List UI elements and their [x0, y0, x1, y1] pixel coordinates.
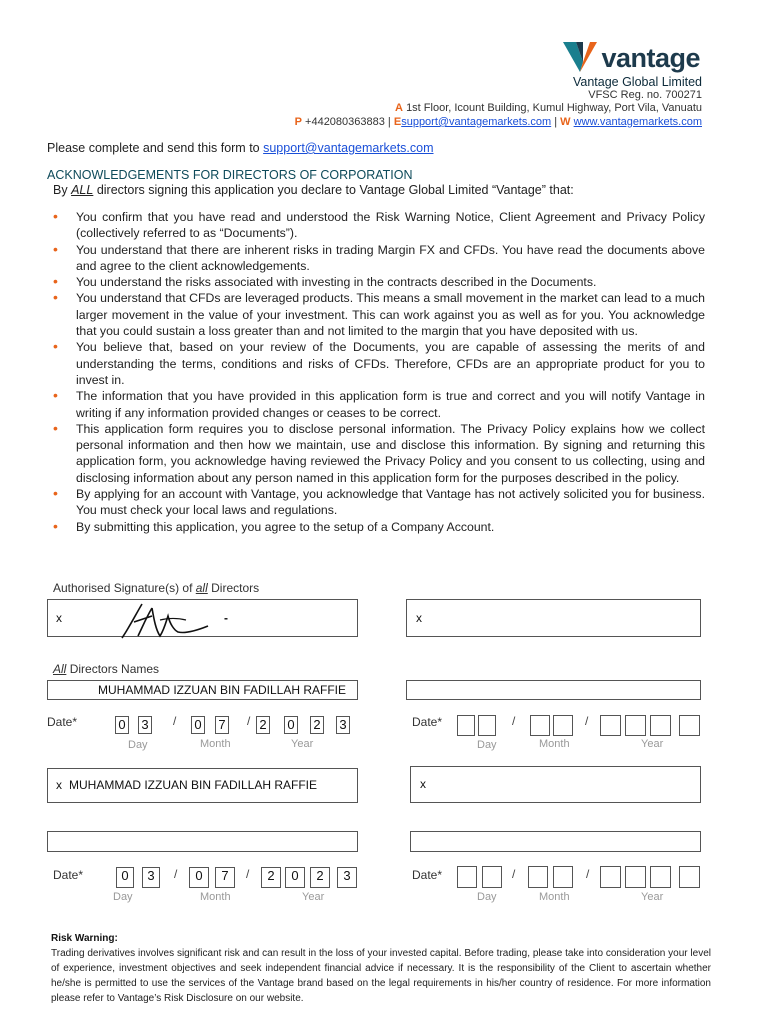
signature-x-mark: x	[56, 611, 62, 625]
signature-field-director-1[interactable]	[47, 599, 358, 637]
website-link[interactable]: www.vantagemarkets.com	[573, 116, 702, 128]
date-month-digit[interactable]	[553, 715, 573, 736]
list-item	[53, 388, 705, 421]
date-month-digit[interactable]	[528, 866, 548, 888]
list-item-text: The information that you have provided in this application form is true and correct and you will notify Vantage in writing if any information provided changes or ceases to be correct.	[76, 389, 705, 420]
date-year-digit[interactable]: 2	[261, 867, 281, 888]
date-year-digit[interactable]: 2	[310, 867, 330, 888]
date-day-digit[interactable]	[482, 866, 502, 888]
date-year-digit[interactable]	[650, 715, 671, 736]
date-separator: /	[586, 867, 590, 881]
web-label: W	[560, 116, 571, 128]
date-label: Date*	[53, 868, 84, 882]
list-item-text: You understand that there are inherent risks in trading Margin FX and CFDs. You have read the documents above and agree to the client acknowledgements.	[76, 242, 705, 273]
date-year-digit[interactable]	[625, 715, 646, 736]
email-link[interactable]: support@vantagemarkets.com	[401, 116, 552, 128]
date-day-caption: Day	[477, 739, 497, 751]
date-separator: /	[173, 714, 177, 728]
date-year-digit[interactable]: 2	[256, 716, 270, 734]
vantage-logo	[563, 42, 700, 74]
date-year-digit[interactable]: 0	[284, 716, 298, 734]
date-month-caption: Month	[200, 738, 231, 750]
bullet-icon: •	[53, 273, 58, 290]
date-day-digit[interactable]: 3	[138, 716, 152, 734]
date-day-digit[interactable]	[478, 715, 496, 736]
date-label: Date*	[412, 715, 443, 729]
list-item-text: You understand the risks associated with investing in the contracts described in the Documents.	[76, 275, 597, 290]
declaration-prefix: By	[53, 183, 68, 197]
date-year-digit[interactable]	[679, 866, 700, 888]
declaration-emphasis: ALL	[71, 183, 94, 197]
email-label: E	[393, 116, 402, 128]
bullet-icon: •	[53, 338, 58, 355]
director-name-value: MUHAMMAD IZZUAN BIN FADILLAH RAFFIE	[69, 778, 318, 792]
list-item	[53, 209, 705, 242]
signature-label-prefix: Authorised Signature(s) of	[53, 581, 193, 595]
risk-warning-text: Trading derivatives involves significant risk and can result in the loss of your invested capital. Before trading, please take into consideration your level of experience, investment objectives and seek independent financial advice if necessary. It is the responsibility of the Client to ascertain whether he/she is permitted to use the services of the Vantage brand based on the legal requirements in his/her country of residence. For more information please refer to Vantage’s Risk Disclosure on our website.	[51, 948, 711, 1004]
bullet-icon: •	[53, 419, 58, 436]
date-month-digit[interactable]: 7	[215, 716, 229, 734]
date-separator: /	[174, 867, 178, 881]
address-label: A	[395, 102, 403, 114]
date-label: Date*	[412, 868, 443, 882]
bullet-icon: •	[53, 289, 58, 306]
list-item	[53, 274, 705, 290]
date-day-digit[interactable]: 0	[115, 716, 129, 734]
list-item	[53, 421, 705, 486]
signature-x-mark: x	[420, 777, 426, 791]
list-item	[53, 486, 705, 519]
bullet-icon: •	[53, 387, 58, 404]
date-day-caption: Day	[477, 891, 497, 903]
names-label-suffix: Directors Names	[69, 662, 160, 676]
names-label	[53, 662, 159, 676]
company-address	[395, 102, 702, 114]
signature-x-mark: x	[416, 611, 422, 625]
signature-label-suffix: Directors	[211, 581, 260, 595]
director-name-field-1[interactable]	[47, 680, 358, 700]
intro-email-link[interactable]: support@vantagemarkets.com	[263, 141, 434, 155]
date-month-caption: Month	[539, 738, 570, 750]
intro-line	[47, 141, 434, 155]
date-year-digit[interactable]	[600, 866, 621, 888]
contact-line: P +442080363883 | Esupport@vantagemarkets.com | W www.vantagemarkets.com	[294, 116, 702, 128]
date-year-caption: Year	[641, 738, 664, 750]
date-day-digit[interactable]: 3	[142, 867, 160, 888]
signature-trailing-mark: -	[224, 611, 228, 625]
signature-field-director-2[interactable]	[406, 599, 701, 637]
names-label-emphasis: All	[53, 662, 67, 676]
handwritten-signature-icon	[116, 600, 226, 644]
signature-label-emphasis: all	[195, 581, 208, 595]
director-name-value: MUHAMMAD IZZUAN BIN FADILLAH RAFFIE	[98, 683, 347, 697]
list-item-text: By applying for an account with Vantage, you acknowledge that Vantage has not actively solicited you for business. You must check your local laws and regulations.	[76, 487, 705, 518]
date-month-caption: Month	[539, 891, 570, 903]
registration-number: VFSC Reg. no. 700271	[588, 89, 702, 101]
date-year-digit[interactable]: 0	[285, 867, 305, 888]
list-item	[53, 242, 705, 275]
list-item-text: You understand that CFDs are leveraged products. This means a small movement in the market can lead to a much larger movement in the value of your investment. This can work against you as well as for you. You acknowledge that you could sustain a loss greater than and not limited to the margin that you have deposited with us.	[76, 291, 705, 339]
date-year-digit[interactable]: 3	[337, 867, 357, 888]
signature-x-mark: x	[56, 778, 62, 792]
vantage-logo-mark-icon	[563, 42, 597, 74]
date-year-digit[interactable]	[679, 715, 700, 736]
date-year-caption: Year	[291, 738, 314, 750]
brand-name: vantage	[601, 42, 700, 73]
date-year-digit[interactable]: 2	[310, 716, 324, 734]
director-name-field-4[interactable]	[410, 831, 701, 852]
company-name: Vantage Global Limited	[572, 75, 702, 89]
date-month-digit[interactable]	[553, 866, 573, 888]
phone-number: +442080363883	[305, 116, 385, 128]
phone-label: P	[294, 116, 302, 128]
date-year-digit[interactable]	[625, 866, 646, 888]
declaration-suffix: directors signing this application you declare to Vantage Global Limited “Vantage” that:	[96, 183, 574, 197]
date-year-caption: Year	[641, 891, 664, 903]
date-day-digit[interactable]: 0	[116, 867, 134, 888]
signature-field-director-4[interactable]	[410, 766, 701, 803]
address-text: 1st Floor, Icount Building, Kumul Highway, Port Vila, Vanuatu	[406, 102, 702, 114]
date-separator: /	[585, 714, 589, 728]
acknowledgement-list	[53, 209, 705, 535]
date-day-digit[interactable]	[457, 715, 475, 736]
list-item-text: By submitting this application, you agree to the setup of a Company Account.	[76, 519, 495, 534]
date-month-digit[interactable]: 0	[189, 867, 209, 888]
date-year-digit[interactable]	[650, 866, 671, 888]
date-label: Date*	[47, 715, 78, 729]
bullet-icon: •	[53, 208, 58, 224]
date-day-digit[interactable]	[457, 866, 477, 888]
date-month-caption: Month	[200, 891, 231, 903]
bullet-icon: •	[53, 485, 58, 502]
date-year-caption: Year	[302, 891, 325, 903]
director-name-field-3[interactable]	[47, 831, 358, 852]
date-year-digit[interactable]	[600, 715, 621, 736]
date-day-caption: Day	[128, 739, 148, 751]
date-day-caption: Day	[113, 891, 133, 903]
signature-label	[53, 581, 259, 595]
date-separator: /	[512, 867, 516, 881]
signature-field-director-3[interactable]	[47, 768, 358, 803]
list-item	[53, 519, 705, 535]
list-item-text: You confirm that you have read and understood the Risk Warning Notice, Client Agreement and Privacy Policy (collectively referred to as “Documents”).	[76, 210, 705, 241]
director-name-field-2[interactable]	[406, 680, 701, 700]
list-item-text: This application form requires you to disclose personal information. The Privacy Policy explains how we collect personal information and then how we maintain, use and disclose this information. By signing and returning this application form, you acknowledge having reviewed the Privacy Policy and you consent to us collecting, using and disclosing information about any person named in this application form for the purposes described in the policy.	[76, 421, 705, 485]
list-item-text: You believe that, based on your review of the Documents, you are capable of assessing the merits of and understanding the terms, conditions and risks of CFDs. Therefore, CFDs are an appropriate product for you to invest in.	[76, 340, 705, 387]
date-separator: /	[247, 714, 251, 728]
bullet-icon: •	[53, 517, 58, 534]
date-month-digit[interactable]	[530, 715, 550, 736]
list-item	[53, 290, 705, 339]
declaration-line	[53, 183, 574, 197]
date-separator: /	[246, 867, 250, 881]
date-separator: /	[512, 714, 516, 728]
date-month-digit[interactable]: 7	[215, 867, 235, 888]
intro-text: Please complete and send this form to	[47, 141, 260, 155]
date-year-digit[interactable]: 3	[336, 716, 350, 734]
bullet-icon: •	[53, 240, 58, 257]
risk-warning-title: Risk Warning:	[51, 933, 118, 944]
date-month-digit[interactable]: 0	[191, 716, 205, 734]
list-item	[53, 339, 705, 388]
section-heading: ACKNOWLEDGEMENTS FOR DIRECTORS OF CORPORATION	[47, 168, 413, 182]
